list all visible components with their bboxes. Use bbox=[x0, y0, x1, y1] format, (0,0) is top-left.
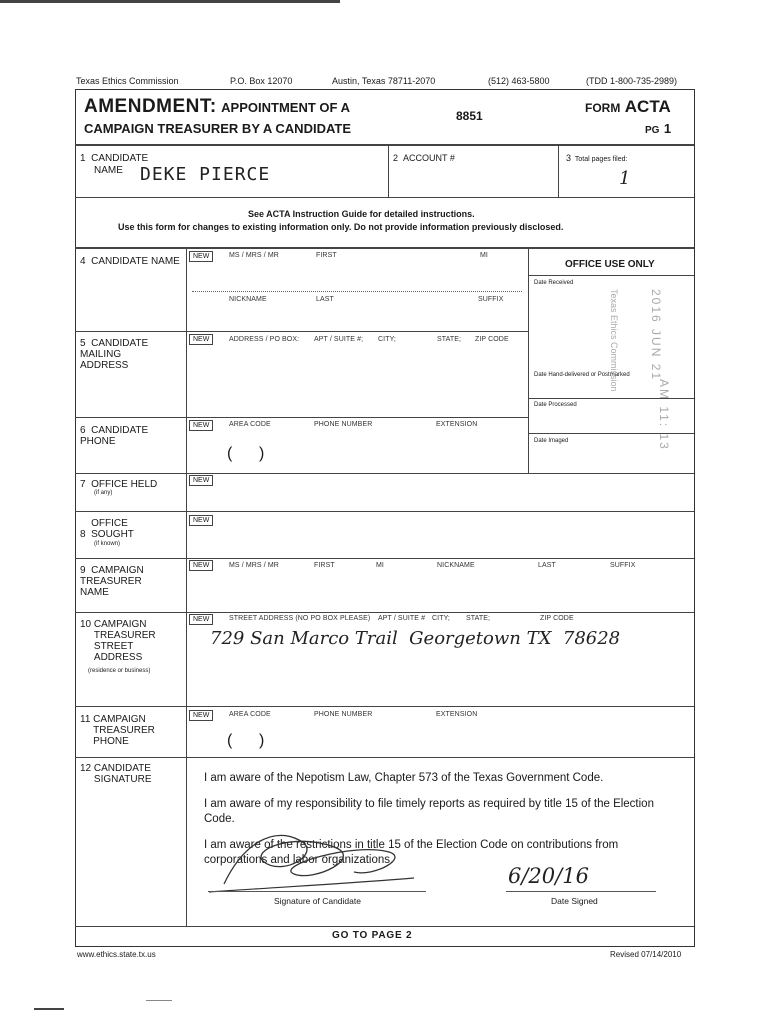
section-7-sub: (if any) bbox=[94, 490, 113, 496]
section-7-number: 7 bbox=[80, 479, 86, 490]
s4-field-last: LAST bbox=[316, 296, 334, 303]
title-line2: CAMPAIGN TREASURER BY A CANDIDATE bbox=[84, 121, 351, 136]
s11-field-area: AREA CODE bbox=[229, 711, 271, 718]
goto-page-2[interactable]: GO TO PAGE 2 bbox=[332, 930, 413, 941]
section-9-label: CAMPAIGN TREASURER NAME bbox=[80, 565, 144, 598]
form-number: 8851 bbox=[456, 109, 483, 123]
scan-artifact-2 bbox=[146, 1000, 172, 1001]
s5-field-city: CITY; bbox=[378, 336, 396, 343]
instructions-line1: See ACTA Instruction Guide for detailed instructions. bbox=[248, 209, 475, 219]
instructions-line2: Use this form for changes to existing information only. Do not provide information previously disclosed. bbox=[118, 222, 564, 232]
treasurer-address-value[interactable]: 729 San Marco Trail Georgetown TX 78628 bbox=[210, 628, 621, 649]
section-1-label: CANDIDATE bbox=[91, 153, 149, 164]
section-12-number: 12 bbox=[80, 763, 92, 774]
s10-field-city: CITY; bbox=[432, 615, 450, 622]
section-2-label: ACCOUNT # bbox=[403, 153, 455, 163]
section-4-new-box[interactable]: NEW bbox=[189, 251, 213, 262]
section-7-label: OFFICE HELD bbox=[91, 479, 158, 490]
s5-field-zip: ZIP CODE bbox=[475, 336, 509, 343]
section-6-label: CANDIDATE PHONE bbox=[80, 425, 149, 447]
header-city: Austin, Texas 78711-2070 bbox=[332, 76, 436, 86]
nepotism-statement: I am aware of the Nepotism Law, Chapter 573 of the Texas Government Code. bbox=[204, 772, 604, 784]
section-1-label-2: NAME bbox=[94, 165, 123, 176]
section-11-new-box[interactable]: NEW bbox=[189, 710, 213, 721]
s10-field-state: STATE; bbox=[466, 615, 491, 622]
section-8-new-box[interactable]: NEW bbox=[189, 515, 213, 526]
section-2-number: 2 bbox=[393, 153, 399, 163]
s11-field-ext: EXTENSION bbox=[436, 711, 478, 718]
signature-caption: Signature of Candidate bbox=[274, 896, 361, 906]
s11-field-phone: PHONE NUMBER bbox=[314, 711, 373, 718]
stamp-org: Texas Ethics Commission bbox=[609, 289, 619, 392]
office-use-title: OFFICE USE ONLY bbox=[565, 259, 655, 270]
section-10-new-box[interactable]: NEW bbox=[189, 614, 213, 625]
form-word: FORM bbox=[585, 101, 621, 115]
section-4-label: CANDIDATE NAME bbox=[91, 256, 180, 267]
office-use-box bbox=[528, 249, 694, 474]
section-4-number: 4 bbox=[80, 256, 86, 267]
s10-field-zip: ZIP CODE bbox=[540, 615, 574, 622]
section-8-label: OFFICE SOUGHT bbox=[91, 518, 134, 540]
footer-revised: Revised 07/14/2010 bbox=[610, 950, 682, 959]
s5-field-state: STATE; bbox=[437, 336, 462, 343]
candidate-signature bbox=[204, 822, 434, 902]
restrictions-statement: I am aware of the restrictions in title 15 of the Election Code on contributions from corporations and labor organizations. bbox=[204, 839, 619, 866]
date-received-label: Date Received bbox=[534, 280, 574, 286]
header-org: Texas Ethics Commission bbox=[76, 76, 179, 86]
scan-edge-top bbox=[0, 0, 340, 3]
header-tdd: (TDD 1-800-735-2989) bbox=[586, 76, 678, 86]
form-code: ACTA bbox=[624, 97, 671, 116]
section-6-number: 6 bbox=[80, 425, 86, 436]
section-5-new-box[interactable]: NEW bbox=[189, 334, 213, 345]
s4-field-nickname: NICKNAME bbox=[229, 296, 267, 303]
title-amendment: AMENDMENT: bbox=[84, 96, 217, 117]
title-line1: APPOINTMENT OF A bbox=[221, 100, 350, 115]
s9-field-prefix: MS / MRS / MR bbox=[229, 562, 279, 569]
section-10-sub: (residence or business) bbox=[88, 668, 151, 674]
section-8-sub: (if known) bbox=[94, 541, 121, 547]
total-pages-value[interactable]: 1 bbox=[619, 168, 631, 189]
s9-field-first: FIRST bbox=[314, 562, 335, 569]
section-7-new-box[interactable]: NEW bbox=[189, 475, 213, 486]
pg-word: PG bbox=[645, 125, 660, 136]
s9-field-last: LAST bbox=[538, 562, 556, 569]
section-5-number: 5 bbox=[80, 338, 86, 349]
received-stamp bbox=[589, 289, 709, 451]
processed-label: Date Processed bbox=[534, 402, 577, 408]
section-9-new-box[interactable]: NEW bbox=[189, 560, 213, 571]
stamp-time: AM 11: 13 bbox=[657, 379, 671, 451]
pg-number: 1 bbox=[663, 121, 672, 136]
s10-field-street: STREET ADDRESS (NO PO BOX PLEASE) bbox=[229, 615, 371, 622]
section-11-number: 11 bbox=[80, 714, 91, 725]
section-10-number: 10 bbox=[80, 619, 92, 630]
date-caption: Date Signed bbox=[551, 896, 598, 906]
s4-field-prefix: MS / MRS / MR bbox=[229, 252, 279, 259]
stamp-date: 2016 JUN 21 bbox=[649, 289, 663, 382]
header-bar bbox=[76, 76, 696, 88]
section-10-label: CAMPAIGN TREASURER STREET ADDRESS bbox=[93, 619, 156, 663]
reporting-statement: I am aware of my responsibility to file timely reports as required by title 15 of the Election Code. bbox=[204, 798, 654, 825]
section-6-new-box[interactable]: NEW bbox=[189, 420, 213, 431]
section-3-label: Total pages filed: bbox=[574, 156, 628, 163]
s10-field-apt: APT / SUITE # bbox=[378, 615, 426, 622]
s6-field-area: AREA CODE bbox=[229, 421, 271, 428]
s11-area-parens: ( ) bbox=[227, 732, 265, 749]
section-8-number: 8 bbox=[80, 529, 86, 540]
section-11-label: CAMPAIGN TREASURER PHONE bbox=[93, 714, 155, 747]
s6-field-phone: PHONE NUMBER bbox=[314, 421, 373, 428]
scan-artifact-1 bbox=[34, 1008, 64, 1010]
s5-field-apt: APT / SUITE #; bbox=[314, 336, 364, 343]
s4-field-mi: MI bbox=[480, 252, 488, 259]
section-12-label: CANDIDATE SIGNATURE bbox=[93, 763, 152, 785]
s6-area-parens: ( ) bbox=[227, 445, 265, 462]
header-pobox: P.O. Box 12070 bbox=[230, 76, 293, 86]
hand-delivered-label: Date Hand-delivered or Postmarked bbox=[534, 372, 630, 378]
date-signed-value[interactable]: 6/20/16 bbox=[508, 864, 589, 888]
candidate-name-value[interactable]: DEKE PIERCE bbox=[140, 164, 271, 185]
section-5-label: CANDIDATE MAILING ADDRESS bbox=[80, 338, 149, 371]
section-9-number: 9 bbox=[80, 565, 86, 576]
section-3-number: 3 bbox=[566, 153, 572, 163]
footer-website: www.ethics.state.tx.us bbox=[77, 950, 156, 959]
s6-field-ext: EXTENSION bbox=[436, 421, 478, 428]
s9-field-nickname: NICKNAME bbox=[437, 562, 475, 569]
s9-field-mi: MI bbox=[376, 562, 384, 569]
s9-field-suffix: SUFFIX bbox=[610, 562, 636, 569]
s4-field-first: FIRST bbox=[316, 252, 337, 259]
s4-field-suffix: SUFFIX bbox=[478, 296, 504, 303]
s5-field-address: ADDRESS / PO BOX: bbox=[229, 336, 300, 343]
header-phone: (512) 463-5800 bbox=[488, 76, 550, 86]
section-1-number: 1 bbox=[80, 153, 86, 164]
imaged-label: Date Imaged bbox=[534, 438, 569, 444]
